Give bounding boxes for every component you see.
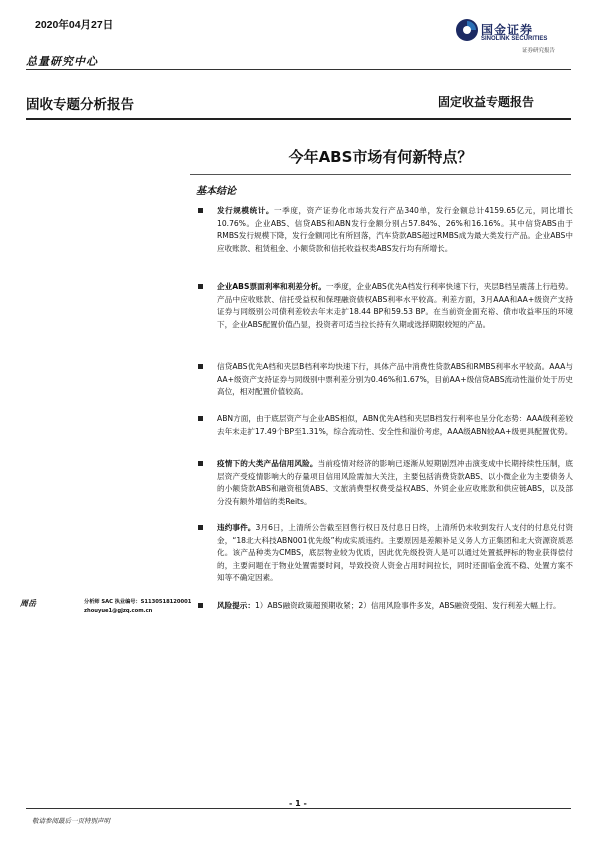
list-item <box>198 522 573 585</box>
report-type-left: 固收专题分析报告 <box>26 97 134 113</box>
logo-text-cn: 国金证券 <box>481 23 534 37</box>
author-name: 周岳 <box>20 599 36 608</box>
headline-divider <box>190 174 571 175</box>
department-name: 总量研究中心 <box>26 55 98 68</box>
bullet-body: 一季度，资产证券化市场共发行产品340单，发行金额总计4159.65亿元，同比增长10.76%。企业ABS、信贷ABS和ABN发行金额分别占57.84%、26%和16.16%。其中信贷ABS由于RMBS发行规模下降，发行金额同比有所回落，汽车贷款ABS超过RMBS成为最大类发行产品。企业ABS中应收账款、租赁租金、小额贷款和信托收益权类ABS发行均有所增长。 <box>217 206 573 253</box>
list-item <box>198 413 573 438</box>
page-number: - 1 - <box>286 799 310 808</box>
bullet-icon <box>198 208 203 213</box>
bullet-body: 一季度，企业ABS优先A档发行利率快速下行，夹层B档呈震荡上行趋势。产品中应收账款、信托受益权和保理融资债权ABS利率水平较高。利差方面，3月AAA和AA+级资产支持证券与同级别公司债利差较去年末走扩18.44 BP和59.53 BP。在当前资金面充裕、债市收益率压的环境下，企业ABS配置价值凸显，投资者可适当拉长持有久期或选择期限较短的产品。 <box>217 282 573 329</box>
bullet-lead: 企业ABS票面利率和利差分析。 <box>217 282 326 291</box>
bullet-lead: 风险提示： <box>217 601 255 610</box>
bullet-icon <box>198 416 203 421</box>
bullet-icon <box>198 284 203 289</box>
bullet-lead: 疫情下的大类产品信用风险。 <box>217 459 318 468</box>
bullet-icon <box>198 364 203 369</box>
logo-icon <box>455 18 479 42</box>
list-item <box>198 458 573 508</box>
header-divider <box>26 69 571 70</box>
logo-text-en: SINOLINK SECURITIES <box>481 36 548 42</box>
page-title: 今年ABS市场有何新特点？ <box>288 148 473 166</box>
bullet-body: 3月6日，上清所公告截至回售行权日及付息日日终，上清所仍未收到发行人支付的付息兑付资金，“18北大科技ABN001优先级”构成实质违约。主要原因是差额补足义务人方正集团和北大资源资质恶化。该产品种类为CMBS，底层物业较为优质，因此优先级投资人是可以通过处置抵押标的物业获得偿付的，主要问题在于物业处置需要时间，导致投资人资金占用时间拉长，同时还面临金流不稳、处置方案不知等不确定因素。 <box>217 523 574 583</box>
list-item <box>198 361 573 399</box>
bullet-body: 1）ABS融资政策超预期收紧；2）信用风险事件多发，ABS融资受阻、发行利差大幅上行。 <box>254 601 561 610</box>
section-title: 基本结论 <box>196 186 236 197</box>
bullet-lead: 发行规模统计。 <box>217 206 275 215</box>
report-date: 2020年04月27日 <box>35 19 114 31</box>
bullet-icon <box>198 603 203 608</box>
list-item <box>198 600 573 613</box>
bullet-body: ABN方面，由于底层资产与企业ABS相似，ABN优先A档和夹层B档发行利率也呈分化态势：AAA级利差较去年末走扩17.49个BP至1.31%，综合流动性、安全性和溢价考虑，AAA级ABN较AA+级更具配置优势。 <box>217 414 573 436</box>
report-type-right: 固定收益专题报告 <box>438 95 535 109</box>
author-credential: 分析师 SAC 执业编号：S1130518120001 <box>84 599 192 605</box>
bullet-body: 当前疫情对经济的影响已逐渐从短期剧烈冲击演变成中长期持续性压制，底层资产受疫情影响大的存量项目信用风险需加大关注，主要包括消费贷款ABS、以小微企业为主要债务人的小额贷款ABS和融资租赁ABS、文旅消费型权费受益权ABS、外贸企业应收账款和供应链ABS，以及部分没有额外增信的类Reits。 <box>217 459 574 506</box>
list-item <box>198 205 573 255</box>
logo-subtitle: 证券研究报告 <box>522 48 556 54</box>
footer-divider <box>26 808 571 809</box>
title-divider <box>26 118 571 120</box>
bullet-icon <box>198 461 203 466</box>
bullet-lead: 违约事件。 <box>217 523 256 532</box>
bullet-body: 信贷ABS优先A档和夹层B档利率均快速下行，具体产品中消费性贷款ABS和RMBS利率水平较高。AAA与AA+级资产支持证券与同级别中票利差分别为0.46%和1.67%，目前AA+级信贷ABS流动性溢价处于历史高位，相对配置价值较高。 <box>217 362 573 397</box>
bullet-icon <box>198 525 203 530</box>
footer-disclaimer: 敬请参阅最后一页特别声明 <box>32 817 110 825</box>
list-item <box>198 281 573 331</box>
author-email[interactable]: zhouyue1@gjzq.com.cn <box>84 608 153 614</box>
